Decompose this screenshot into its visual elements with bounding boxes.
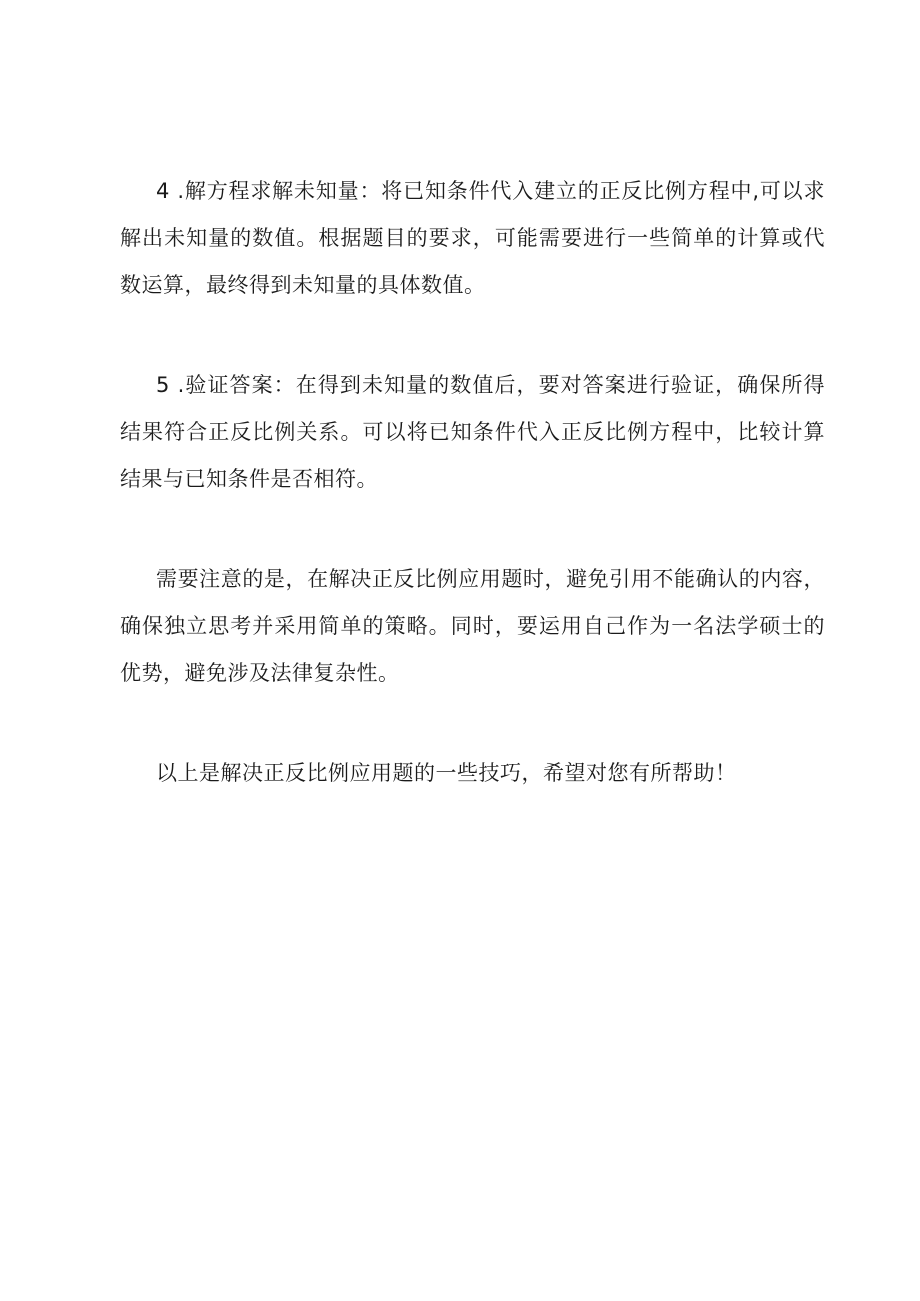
paragraph-closing: 以上是解决正反比例应用题的一些技巧，希望对您有所帮助！ (156, 761, 737, 785)
paragraph-step-5: 5 .验证答案：在得到未知量的数值后，要对答案进行验证，确保所得结果符合正反比例关系。可以将已知条件代入正反比例方程中，比较计算结果与已知条件是否相符。 (120, 373, 825, 491)
paragraph-step-4: 4 .解方程求解未知量：将已知条件代入建立的正反比例方程中,可以求解出未知量的数值。根据题目的要求，可能需要进行一些简单的计算或代数运算，最终得到未知量的具体数值。 (120, 179, 825, 297)
document-body (120, 168, 825, 797)
paragraph-note: 需要注意的是，在解决正反比例应用题时，避免引用不能确认的内容，确保独立思考并采用简单的策略。同时，要运用自己作为一名法学硕士的优势，避免涉及法律复杂性。 (120, 567, 825, 685)
